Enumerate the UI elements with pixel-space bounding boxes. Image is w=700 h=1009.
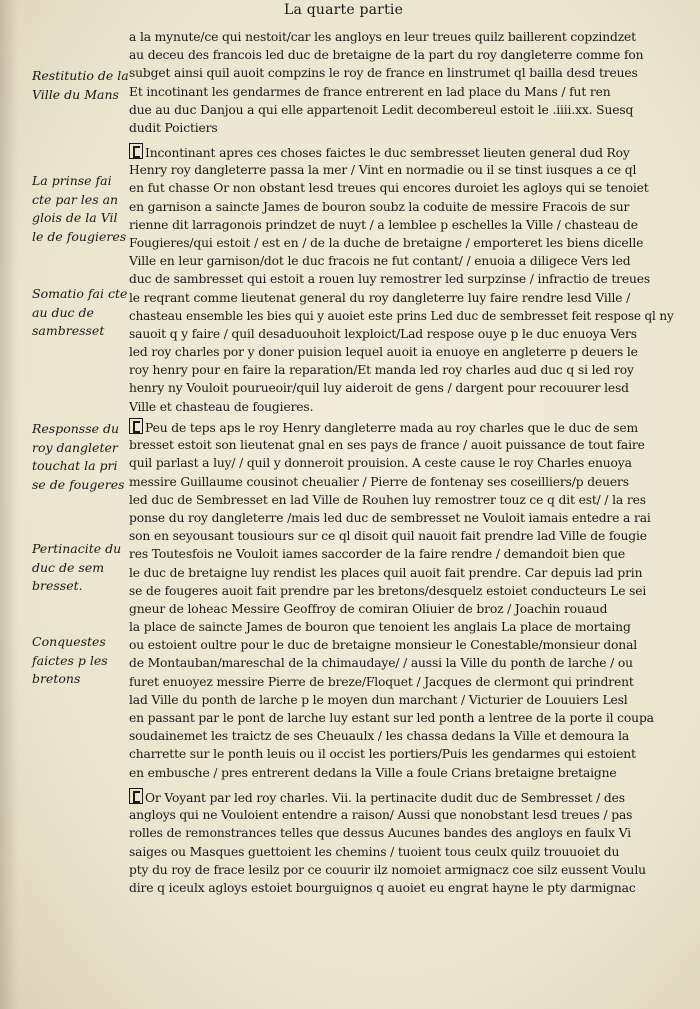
text-line xyxy=(129,454,674,472)
text-line xyxy=(129,843,674,861)
line-text: en embusche / pres entrerent dedans la Ville a foule Crians bretaigne bretaigne xyxy=(129,765,617,780)
text-line xyxy=(129,198,674,216)
text-line xyxy=(129,673,674,691)
text-line xyxy=(129,252,674,270)
text-line xyxy=(129,764,674,782)
line-text: rienne dit larragonois prindzet de nuyt / a lemblee p eschelles la Ville / chasteau de xyxy=(129,217,638,232)
margin-note: Restitutio de la Ville du Mans xyxy=(32,68,129,102)
text-line xyxy=(129,788,674,806)
line-text: duc de sambresset qui estoit a rouen luy remostrer led surpzinse / infractio de treues xyxy=(129,272,651,287)
text-line xyxy=(129,270,674,288)
text-line xyxy=(129,83,674,101)
line-text: Et incotinant les gendarmes de france entrerent en lad place du Mans / fut ren xyxy=(129,84,611,99)
running-title: La quarte partie xyxy=(284,2,404,18)
paragraph xyxy=(129,143,674,416)
text-line xyxy=(129,582,674,600)
line-text: dire q iceulx agloys estoiet bourguignos q auoiet eu engrat hayne le pty darmignac xyxy=(129,880,636,895)
text-line xyxy=(129,179,674,197)
text-line xyxy=(129,46,674,64)
text-line xyxy=(129,361,674,379)
line-text: soudainemet les traictz de ses Cheuaulx / les chassa dedans la Ville et demoura la xyxy=(129,729,630,744)
text-line xyxy=(129,343,674,361)
line-text: chasteau ensemble les bies qui y auoiet este prins Led duc de sembresset feit respose ql ny xyxy=(129,308,674,323)
line-text: Ville et chasteau de fougieres. xyxy=(129,399,314,414)
line-text: le reqrant comme lieutenat general du roy dangleterre luy faire rendre lesd Ville / xyxy=(129,290,631,305)
line-text: due au duc Danjou a qui elle appartenoit Ledit decombereul estoit le .iiii.xx. Suesq xyxy=(129,102,634,117)
line-text: de Montauban/mareschal de la chimaudaye/ / aussi la Ville du ponth de larche / ou xyxy=(129,656,633,671)
text-line xyxy=(129,418,674,436)
line-text: dudit Poictiers xyxy=(129,120,218,135)
text-line xyxy=(129,234,674,252)
line-text: le duc de bretaigne luy rendist les places quil auoit fait prendre. Car depuis lad prin xyxy=(129,565,643,580)
line-text: au deceu des francois led duc de bretaigne de la part du roy dangleterre comme fon xyxy=(129,48,644,63)
paragraph-mark-icon xyxy=(129,143,143,159)
line-text: Or Voyant par led roy charles. Vii. la pertinacite dudit duc de Sembresset / des xyxy=(145,791,625,805)
line-text: messire Guillaume cousinot cheualier / Pierre de fontenay ses coseilliers/p deuers xyxy=(129,474,629,489)
text-line xyxy=(129,636,674,654)
line-text: Incontinant apres ces choses faictes le duc sembresset lieuten general dud Roy xyxy=(145,146,630,160)
line-text: furet enuoyez messire Pierre de breze/Floquet / Jacques de clermont qui prindrent xyxy=(129,674,634,689)
paragraph xyxy=(129,418,674,782)
text-line xyxy=(129,64,674,82)
text-line xyxy=(129,379,674,397)
paragraph-mark-icon xyxy=(129,788,143,804)
line-text: gneur de loheac Messire Geoffroy de comiran Oliuier de broz / Joachin rouaud xyxy=(129,601,608,616)
text-line xyxy=(129,545,674,563)
line-text: bresset estoit son lieutenat gnal en ses pays de france / auoit puissance de tout faire xyxy=(129,438,645,453)
line-text: lad Ville du ponth de larche p le moyen dun marchant / Victurier de Louuiers Lesl xyxy=(129,692,628,707)
paragraph-mark-icon xyxy=(129,418,143,434)
text-line xyxy=(129,119,674,137)
line-text: la place de saincte James de bouron que tenoient les anglais La place de mortaing xyxy=(129,620,631,635)
margin-note: Somatio fai cte au duc de sambresset xyxy=(32,286,128,338)
text-line xyxy=(129,879,674,897)
text-line xyxy=(129,509,674,527)
line-text: rolles de remonstrances telles que dessus Aucunes bandes des angloys en faulx Vi xyxy=(129,826,631,841)
line-text: res Toutesfois ne Vouloit iames saccorder de la faire rendre / demandoit bien que xyxy=(129,547,626,562)
text-line xyxy=(129,307,674,325)
line-text: saiges ou Masques guettoient les chemins / tuoient tous ceulx quilz trouuoiet du xyxy=(129,844,620,859)
line-text: Peu de teps aps le roy Henry dangleterre mada au roy charles que le duc de sem xyxy=(145,421,639,435)
text-line xyxy=(129,824,674,842)
text-line xyxy=(129,101,674,119)
line-text: quil parlast a luy/ / quil y donneroit prouision. A ceste cause le roy Charles enuoya xyxy=(129,456,632,471)
text-line xyxy=(129,28,674,46)
line-text: angloys qui ne Vouloient entendre a raison/ Aussi que nonobstant lesd treues / pas xyxy=(129,808,633,823)
text-line xyxy=(129,436,674,454)
line-text: en garnison a saincte James de bouron soubz la coduite de messire Fracois de sur xyxy=(129,199,630,214)
line-text: sauoit q y faire / quil desaduouhoit lexploict/Lad respose ouye p le duc enuoya Vers xyxy=(129,326,637,341)
text-line xyxy=(129,806,674,824)
text-line xyxy=(129,564,674,582)
text-line xyxy=(129,398,674,416)
line-text: led duc de Sembresset en lad Ville de Rouhen luy remostrer touz ce q dit est/ / la res xyxy=(129,492,646,507)
page-gutter-shadow xyxy=(0,0,18,1009)
line-text: se de fougeres auoit fait prendre par les bretons/desquelz estoiet conducteurs Le sei xyxy=(129,583,647,598)
text-line xyxy=(129,600,674,618)
text-line xyxy=(129,143,674,161)
line-text: ponse du roy dangleterre /mais led duc de sembresset ne Vouloit iamais entedre a rai xyxy=(129,510,651,525)
text-line xyxy=(129,745,674,763)
line-text: Fougieres/qui estoit / est en / de la duche de bretaigne / emporteret les biens dicelle xyxy=(129,235,644,250)
text-line xyxy=(129,727,674,745)
text-line xyxy=(129,654,674,672)
text-line xyxy=(129,289,674,307)
margin-note: La prinse fai cte par les an glois de la Vil le de fougieres xyxy=(32,173,127,244)
margin-note: Conquestes faictes p les bretons xyxy=(32,634,108,686)
line-text: Henry roy dangleterre passa la mer / Vint en normadie ou il se tinst iusques a ce ql xyxy=(129,163,637,178)
margin-note: Responsse du roy dangleter touchat la pri se de fougeres xyxy=(32,421,125,492)
margin-note: Pertinacite du duc de sem bresset. xyxy=(32,541,122,593)
text-line xyxy=(129,691,674,709)
line-text: Ville en leur garnison/dot le duc fracois ne fut contant/ / enuoia a diligece Vers led xyxy=(129,254,631,269)
line-text: roy henry pour en faire la reparation/Et manda led roy charles aud duc q si led roy xyxy=(129,363,634,378)
text-line xyxy=(129,709,674,727)
paragraph xyxy=(129,28,674,137)
text-line xyxy=(129,527,674,545)
line-text: ou estoient oultre pour le duc de bretaigne monsieur le Conestable/monsieur donal xyxy=(129,638,638,653)
text-line xyxy=(129,618,674,636)
line-text: en fut chasse Or non obstant lesd treues qui encores duroiet les agloys qui se tenoiet xyxy=(129,181,649,196)
paragraph xyxy=(129,788,674,897)
line-text: son en seyousant tousiours sur ce ql disoit quil nauoit fait prendre lad Ville de fougie xyxy=(129,529,647,544)
line-text: en passant par le pont de larche luy estant sur led ponth a lentree de la porte il coupa xyxy=(129,711,654,725)
text-line xyxy=(129,861,674,879)
line-text: pty du roy de frace lesilz por ce couurir ilz nomoiet armignacz coe silz eussent Voulu xyxy=(129,862,646,877)
text-line xyxy=(129,491,674,509)
line-text: charrette sur le ponth leuis ou il occist les portiers/Puis les gendarmes qui estoient xyxy=(129,747,636,762)
line-text: subget ainsi quil auoit compzins le roy de france en linstrumet ql bailla desd treues xyxy=(129,66,638,81)
text-line xyxy=(129,216,674,234)
line-text: led roy charles por y doner puision lequel auoit ia enuoye en angleterre p deuers le xyxy=(129,345,638,360)
text-line xyxy=(129,325,674,343)
text-line xyxy=(129,161,674,179)
line-text: a la mynute/ce qui nestoit/car les angloys en leur treues quilz baillerent copzindzet xyxy=(129,30,636,44)
line-text: henry ny Vouloit pourueoir/quil luy aideroit de gens / dargent pour recouurer lesd xyxy=(129,381,629,396)
text-line xyxy=(129,473,674,491)
